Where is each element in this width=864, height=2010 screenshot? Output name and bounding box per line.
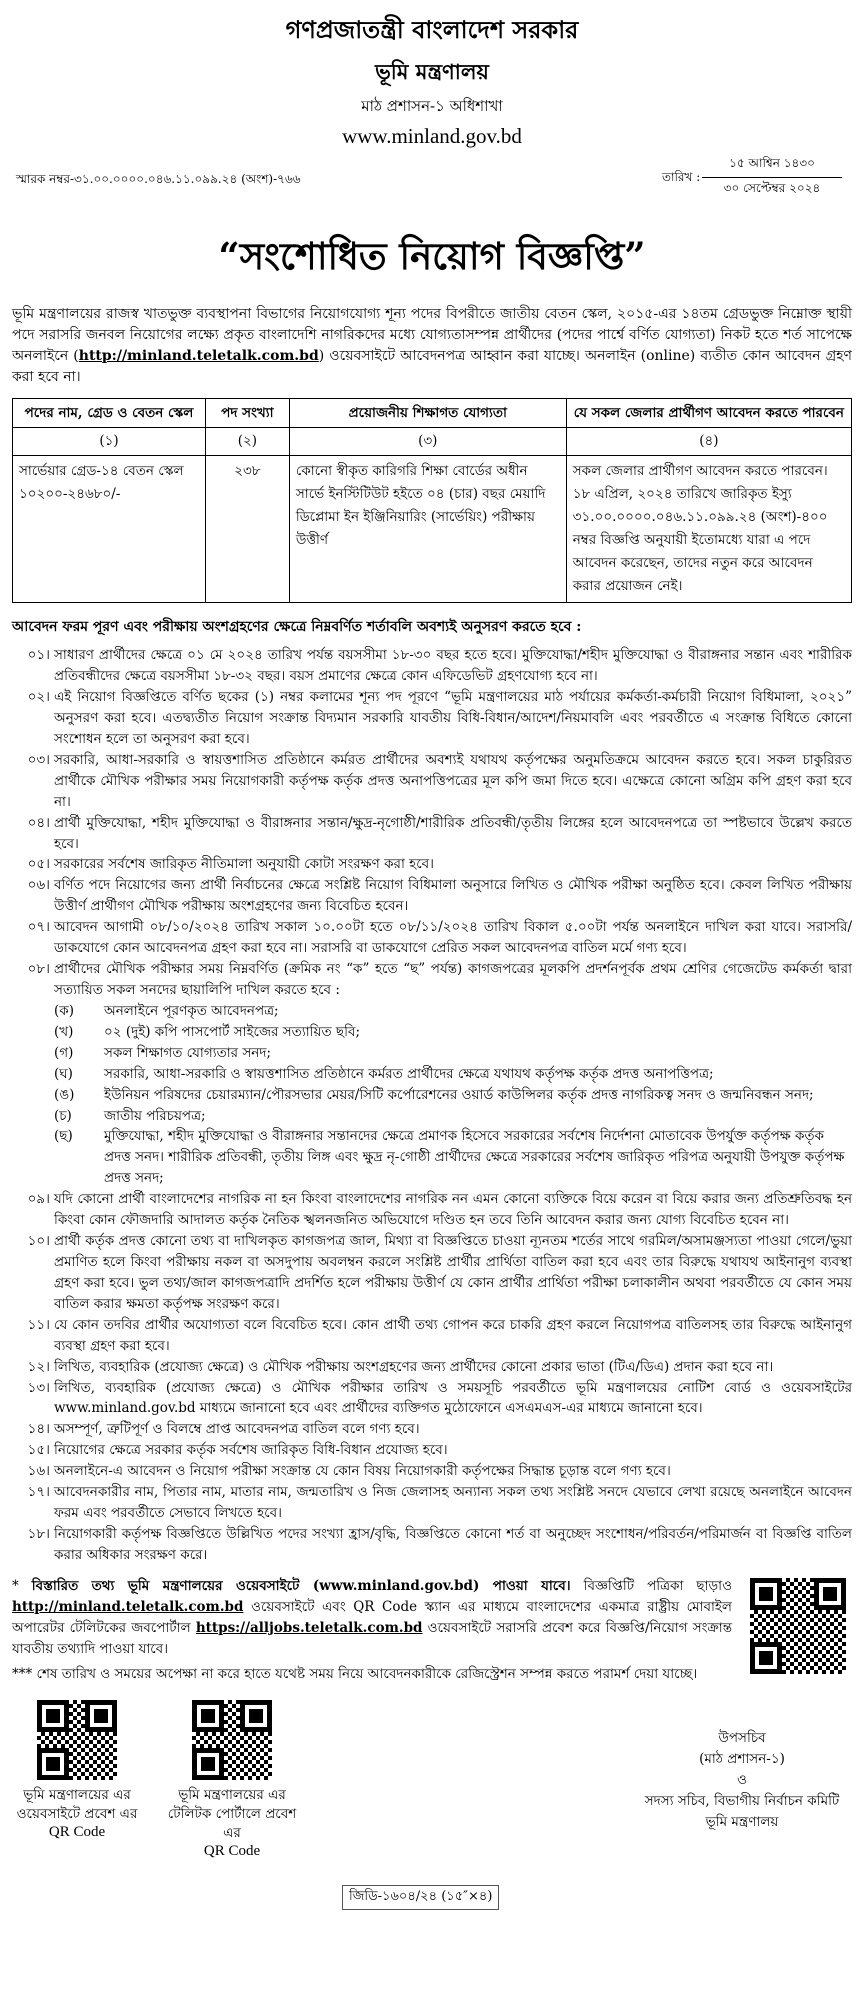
- condition-item: [12, 1231, 852, 1315]
- condition-item: [12, 959, 852, 1001]
- note-text-part: ওয়েবসাইটে সরাসরি প্রবেশ করে বিজ্ঞপ্তি/নিয়োগ সংক্রান্ত যাবতীয় তথ্যাদি পাওয়া যাবে।: [12, 1619, 732, 1657]
- condition-item: [12, 750, 852, 813]
- column-number: (১): [13, 428, 206, 456]
- condition-number: ১২।: [27, 1358, 50, 1375]
- sub-item: [54, 1106, 852, 1127]
- condition-text: যে কোন তদবির প্রার্থীর অযোগ্যতা বলে বিবেচিত হবে। কোন প্রার্থী তথ্য গোপন করে চাকরি গ্রহণ করলে নিয়োগপত্র বাতিলসহ তার বিরুদ্ধে আইনানুগ ব্যবস্থা গ্রহণ করা হবে।: [54, 1316, 852, 1354]
- notice-title: “সংশোধিত নিয়োগ বিজ্ঞপ্তি”: [218, 234, 646, 278]
- sub-number: (ক): [54, 1002, 74, 1019]
- info-note: [12, 1576, 852, 1685]
- sub-number: (ঘ): [54, 1065, 73, 1082]
- header-qualification: প্রয়োজনীয় শিক্ষাগত যোগ্যতা: [289, 399, 566, 428]
- date-english: ৩০ সেপ্টেম্বর ২০২৪: [723, 181, 821, 195]
- header-districts: যে সকল জেলার প্রার্থীগণ আবেদন করতে পারবেন: [566, 399, 851, 428]
- sub-number: (খ): [54, 1023, 74, 1040]
- condition-text: সরকারের সর্বশেষ জারিকৃত নীতিমালা অনুযায়ী কোটা সংরক্ষণ করা হবে।: [54, 856, 435, 873]
- qr-label: QR Code: [203, 1843, 261, 1860]
- condition-number: ০২।: [27, 689, 50, 706]
- condition-number: ১১।: [27, 1316, 50, 1333]
- sub-text: মুক্তিযোদ্ধা, শহীদ মুক্তিযোদ্ধা ও বীরাঙ্গনার সন্তানদের ক্ষেত্রে প্রমাণক হিসেবে সরকারের সর্বশেষ নির্দেশনা মোতাবেক উপর্যুক্ত কর্তৃপক্ষ কর্তৃক প্রদত্ত সনদ। শারীরিক প্রতিবন্ধী, তৃতীয় লিঙ্গ এবং ক্ষুদ্র নৃ-গোষ্ঠী প্রার্থীদের ক্ষেত্রে সরকারের সর্বশেষ জারিকৃত পরিপত্র অনুযায়ী উপযুক্ত কর্তৃপক্ষ প্রদত্ত সনদ;: [104, 1128, 845, 1187]
- condition-number: ১৪।: [27, 1421, 50, 1438]
- condition-item: [12, 645, 852, 687]
- sub-item: [54, 1085, 852, 1106]
- signature-line: সদস্য সচিব, বিভাগীয় নির্বাচন কমিটি: [644, 1793, 840, 1810]
- condition-text: আবেদন আগামী ০৮/১০/২০২৪ তারিখ সকাল ১০.০০টা হতে ০৮/১১/২০২৪ তারিখ বিকাল ৫.০০টা পর্যন্ত অনলাইনে দাখিল করা যাবে। সরাসরি/ডাকযোগে কোন আবেদনপত্র গ্রহণ করা হবে না। সরাসরি বা ডাকযোগে প্রেরিত সকল আবেদনপত্র বাতিল মর্মে গণ্য হবে।: [54, 919, 852, 957]
- footer: [12, 1690, 852, 1920]
- condition-number: ১৫।: [27, 1442, 50, 1459]
- table-row: [13, 456, 852, 603]
- sub-text: জাতীয় পরিচয়পত্র;: [104, 1107, 206, 1124]
- vacancy-table: [12, 398, 852, 603]
- condition-text: এই নিয়োগ বিজ্ঞপ্তিতে বর্ণিত ছকের (১) নম্বর কলামের শূন্য পদ পূরণে “ভূমি মন্ত্রণালয়ের মাঠ পর্যায়ের কর্মকর্তা-কর্মচারী নিয়োগ বিধিমালা, ২০২১” অনুসরণ করা হবে। এতদ্ব্যতীত নিয়োগ সংক্রান্ত বিদ্যমান সরকারি যাবতীয় বিধি-বিধান/আদেশ/নিয়মাবলি এবং পরবর্তীতে এ সংক্রান্ত বিধিতে কোনো সংশোধন হলে তা অনুসরণ করা হবে।: [54, 689, 852, 747]
- qr-block-website: [12, 1700, 142, 1841]
- condition-number: ০৩।: [27, 751, 50, 768]
- signature-line: ভূমি মন্ত্রণালয়: [705, 1814, 779, 1831]
- intro-paragraph: [12, 304, 852, 388]
- condition-text: সরকারি, আধা-সরকারি ও স্বায়ত্তশাসিত প্রতিষ্ঠানে কর্মরত প্রার্থীদের অবশ্যই যথাযথ কর্তৃপক্ষের অনুমতিক্রমে আবেদন করতে হবে। সকল চাকুরিরত প্রার্থীকে মৌখিক পরীক্ষার সময় নিয়োগকারী কর্তৃপক্ষ কর্তৃক প্রদত্ত অনাপত্তিপত্রের মূল কপি জমা দিতে হবে। এক্ষেত্রে কোনো অগ্রিম কপি গ্রহণ করা হবে না।: [54, 751, 852, 810]
- signature-line: (মাঠ প্রশাসন-১): [699, 1751, 785, 1768]
- sub-number: (ছ): [54, 1128, 73, 1145]
- cell-post: সার্ভেয়ার গ্রেড-১৪ বেতন স্কেল ১০২০০-২৪৬৮০/-: [13, 456, 206, 603]
- cell-qualification: কোনো স্বীকৃত কারিগরি শিক্ষা বোর্ডের অধীন সার্ভে ইনস্টিটিউট হইতে ০৪ (চার) বছর মেয়াদি ডিপ্লোমা ইন ইঞ্জিনিয়ারিং (সার্ভেয়িং) পরীক্ষায় উত্তীর্ণ: [289, 456, 566, 603]
- condition-item: [12, 1524, 852, 1566]
- memo-number: স্মারক নম্বর-৩১.০০.০০০০.০৪৬.১১.০৯৯.২৪ (অংশ)-৭৬৬: [16, 172, 301, 186]
- condition-item: [12, 917, 852, 959]
- sub-item: [54, 1022, 852, 1043]
- condition-item: [12, 1189, 852, 1231]
- condition-text: নিয়োগকারী কর্তৃপক্ষ বিজ্ঞপ্তিতে উল্লিখিত পদের সংখ্যা হ্রাস/বৃদ্ধি, বিজ্ঞপ্তিতে কোনো শর্ত বা অনুচ্ছেদ সংশোধন/পরিবর্তন/পরিমার্জন বা বিজ্ঞপ্তি বাতিল করার অধিকার সংরক্ষণ করে।: [54, 1525, 852, 1563]
- signature-block: [642, 1728, 842, 1833]
- condition-text: আবেদনকারীর নাম, পিতার নাম, মাতার নাম, জন্মতারিখ ও নিজ জেলাসহ অন্যান্য সকল তথ্য সংশ্লিষ্ট সনদে যেভাবে লেখা রয়েছে অনলাইনে আবেদন ফরম এবং পরবর্তীতে সেভাবে লিখতে হবে।: [54, 1484, 852, 1522]
- cell-count: ২৩৮: [205, 456, 289, 603]
- sub-text: ০২ (দুই) কপি পাসপোর্ট সাইজের সত্যায়িত ছবি;: [104, 1023, 360, 1040]
- condition-number: ১৬।: [27, 1463, 50, 1480]
- qr-label: QR Code: [48, 1824, 106, 1841]
- sub-number: (ঙ): [54, 1086, 75, 1103]
- qr-caption: ভূমি মন্ত্রণালয়ের এর ওয়েবসাইটে প্রবেশ এর: [16, 1787, 138, 1823]
- conditions-list: [12, 645, 852, 1566]
- header-count: পদ সংখ্যা: [205, 399, 289, 428]
- qr-caption: ভূমি মন্ত্রণালয়ের এর টেলিটক পোর্টালে প্রবেশ এর: [167, 1787, 297, 1842]
- note-text-part: বিজ্ঞপ্তিটি পত্রিকা ছাড়াও: [570, 1577, 733, 1594]
- date-bangla: ১৫ আশ্বিন ১৪৩০: [702, 155, 842, 178]
- condition-item: [12, 1357, 852, 1378]
- condition-text: লিখিত, ব্যবহারিক (প্রযোজ্য ক্ষেত্রে) ও মৌখিক পরীক্ষার তারিখ ও সময়সূচি পরবর্তীতে ভূমি মন্ত্রণালয়ের নোটিশ বোর্ড ও ওয়েবসাইটের www.minland.gov.bd মাধ্যমে জানানো হবে এবং প্রার্থীদের ব্যক্তিগত মুঠোফোনে এসএমএস-এর মাধ্যমে জানানো হবে।: [54, 1379, 852, 1417]
- signature-line: ও: [737, 1772, 747, 1789]
- memo-row: [12, 153, 852, 213]
- sub-item: [54, 1001, 852, 1022]
- condition-text: প্রার্থী কর্তৃক প্রদত্ত কোনো তথ্য বা দাখিলকৃত কাগজপত্র জাল, মিথ্যা বা বিজ্ঞপ্তিতে চাওয়া ন্যূনতম শর্তের সাথে গরমিল/অসামঞ্জস্যতা পাওয়া গেলে/ভুয়া প্রমাণিত হলে কিংবা পরীক্ষায় নকল বা অসদুপায় অবলম্বন করলে সংশ্লিষ্ট প্রার্থীর প্রার্থিতা বাতিল করা হবে এবং তার বিরুদ্ধে যথাযথ আইনানুগ ব্যবস্থা গ্রহণ করা হবে। ভুল তথ্য/জাল কাগজপত্রাদি প্রদর্শিত হলে পরীক্ষায় উত্তীর্ণ যে কোন প্রার্থীর প্রার্থিতা পরীক্ষা চলাকালীন অথবা পরবর্তীতে যে কোন সময় বাতিল করার ক্ষমতা কর্তৃপক্ষ সংরক্ষণ করে।: [54, 1233, 852, 1312]
- condition-item: [12, 687, 852, 750]
- condition-number: ০৬।: [27, 877, 50, 894]
- condition-text: অসম্পূর্ণ, ত্রুটিপূর্ণ ও বিলম্বে প্রাপ্ত আবেদনপত্র বাতিল বলে গণ্য হবে।: [54, 1421, 420, 1438]
- condition-number: ০৭।: [27, 919, 50, 936]
- condition-text: যদি কোনো প্রার্থী বাংলাদেশের নাগরিক না হন কিংবা বাংলাদেশের নাগরিক নন এমন কোনো ব্যক্তিকে বিয়ে করেন বা বিয়ে করার জন্য প্রতিশ্রুতিবদ্ধ হন কিংবা কোন ফৌজদারি আদালত কর্তৃক নৈতিক স্খলনজনিত অভিযোগে দণ্ডিত হন তবে তিনি আবেদন করার জন্য যোগ্য বিবেচিত হবেন না।: [54, 1191, 852, 1229]
- qr-code-icon[interactable]: [37, 1700, 117, 1780]
- condition-number: ০১।: [27, 647, 50, 664]
- gd-code: জিডি-১৬০৪/২৪ (১৫″×৪): [342, 1885, 499, 1910]
- qr-block-teletalk: [167, 1700, 297, 1860]
- condition-text: প্রার্থীদের মৌখিক পরীক্ষার সময় নিম্নবর্ণিত (ক্রমিক নং “ক” হতে “ছ” পর্যন্ত) কাগজপত্রের মূলকপি প্রদর্শনপূর্বক প্রথম শ্রেণির গেজেটেড কর্মকর্তা দ্বারা সত্যায়িত সকল সনদের ছায়ালিপি দাখিল করতে হবে :: [54, 961, 852, 998]
- condition-text: নিয়োগের ক্ষেত্রে সরকার কর্তৃক সর্বশেষ জারিকৃত বিধি-বিধান প্রযোজ্য হবে।: [54, 1442, 448, 1459]
- sub-text: অনলাইনে পূরণকৃত আবেদনপত্র;: [104, 1002, 279, 1019]
- note-text-part: ওয়েবসাইটে এবং QR Code স্ক্যান এর মাধ্যমে বাংলাদেশের একমাত্র রাষ্ট্রীয় মোবাইল অপারেটর টেলিটকের জবপোর্টাল: [12, 1598, 732, 1636]
- intro-text-after: ) ওয়েবসাইটে আবেদনপত্র আহ্বান করা যাচ্ছে। অনলাইন (online) ব্যতীত কোন আবেদন গ্রহণ করা হবে না।: [12, 348, 853, 385]
- condition-number: ১৮।: [27, 1525, 50, 1542]
- sub-item: [54, 1126, 852, 1189]
- condition-item: [12, 1482, 852, 1524]
- condition-text: লিখিত, ব্যবহারিক (প্রযোজ্য ক্ষেত্রে) ও মৌখিক পরীক্ষায় অংশগ্রহণের জন্য প্রার্থীদের কোনো প্রকার ভাতা (টিএ/ডিএ) প্রদান করা হবে না।: [54, 1358, 774, 1375]
- condition-number: ১৩।: [27, 1379, 50, 1396]
- header-post: পদের নাম, গ্রেড ও বেতন স্কেল: [13, 399, 206, 428]
- condition-item: [12, 813, 852, 855]
- intro-text-before: ভূমি মন্ত্রণালয়ের রাজস্ব খাতভুক্ত ব্যবস্থাপনা বিভাগের নিয়োগযোগ্য শূন্য পদের বিপরীতে জাতীয় বেতন স্কেল, ২০১৫-এর ১৪তম গ্রেডভুক্ত নিম্নোক্ত স্থায়ী পদে সরাসরি জনবল নিয়োগের লক্ষ্যে প্রকৃত বাংলাদেশি নাগরিকদের মধ্যে যোগ্যতাসম্পন্ন প্রার্থীদের (পদের পার্শ্বে বর্ণিত যোগ্যতা) নিকট হতে শর্ত সাপেক্ষে অনলাইনে (: [12, 306, 852, 364]
- column-number: (৪): [566, 428, 851, 456]
- condition-item: [12, 1378, 852, 1420]
- table-header-row: [13, 399, 852, 428]
- column-number: (২): [205, 428, 289, 456]
- condition-item: [12, 875, 852, 917]
- letterhead: [12, 0, 852, 149]
- note-bold-text: বিস্তারিত তথ্য ভূমি মন্ত্রণালয়ের ওয়েবসাইটে (www.minland.gov.bd) পাওয়া যাবে।: [31, 1577, 571, 1594]
- qr-code-icon[interactable]: [750, 1578, 846, 1674]
- ministry-name: ভূমি মন্ত্রণালয়: [375, 59, 489, 84]
- condition-number: ১০।: [27, 1233, 50, 1250]
- condition-item: [12, 1419, 852, 1440]
- alljobs-link[interactable]: https://alljobs.teletalk.com.bd: [195, 1619, 423, 1636]
- sub-number: (গ): [54, 1044, 74, 1061]
- condition-item: [12, 1315, 852, 1357]
- table-number-row: [13, 428, 852, 456]
- condition-number: ০৪।: [27, 814, 50, 831]
- final-note: *** শেষ তারিখ ও সময়ের অপেক্ষা না করে হাতে যথেষ্ট সময় নিয়ে আবেদনকারীকে রেজিস্ট্রেশন সম্পন্ন করতে পরামর্শ দেয়া যাচ্ছে।: [12, 1665, 698, 1682]
- sub-text: সকল শিক্ষাগত যোগ্যতার সনদ;: [104, 1044, 271, 1061]
- teletalk-link[interactable]: http://minland.teletalk.com.bd: [78, 348, 319, 364]
- date-box: [702, 155, 842, 200]
- conditions-heading: আবেদন ফরম পূরণ এবং পরীক্ষায় অংশগ্রহণের ক্ষেত্রে নিম্নবর্ণিত শর্তাবলি অবশ্যই অনুসরণ করতে হবে :: [12, 619, 582, 636]
- sub-number: (চ): [54, 1107, 72, 1124]
- branch-name: মাঠ প্রশাসন-১ অধিশাখা: [361, 97, 503, 115]
- website-link[interactable]: www.minland.gov.bd: [342, 124, 522, 148]
- note-text: [12, 1576, 732, 1660]
- condition-item: [12, 1440, 852, 1461]
- condition-text: অনলাইনে-এ আবেদন ও নিয়োগ পরীক্ষা সংক্রান্ত যে কোন বিষয় নিয়োগকারী কর্তৃপক্ষের সিদ্ধান্ত চূড়ান্ত বলে গণ্য হবে।: [54, 1463, 671, 1480]
- condition-item: [12, 1461, 852, 1482]
- sub-item: [54, 1043, 852, 1064]
- government-name: গণপ্রজাতন্ত্রী বাংলাদেশ সরকার: [285, 15, 579, 44]
- sub-items-list: [54, 1001, 852, 1189]
- qr-code-icon[interactable]: [192, 1700, 272, 1780]
- condition-number: ০৫।: [27, 856, 50, 873]
- condition-number: ১৭।: [27, 1484, 50, 1501]
- date-label: তারিখ :: [662, 170, 701, 184]
- condition-item: [12, 854, 852, 875]
- sub-text: ইউনিয়ন পরিষদের চেয়ারম্যান/পৌরসভার মেয়র/সিটি কর্পোরেশনের ওয়ার্ড কাউন্সিলর কর্তৃক প্রদত্ত নাগরিকত্ব সনদ ও জন্মনিবন্ধন সনদ;: [104, 1086, 814, 1103]
- column-number: (৩): [289, 428, 566, 456]
- condition-number: ০৮।: [27, 961, 50, 978]
- condition-text: বর্ণিত পদে নিয়োগের জন্য প্রার্থী নির্বাচনের ক্ষেত্রে সংশ্লিষ্ট নিয়োগ বিধিমালা অনুসারে লিখিত ও মৌখিক পরীক্ষা অনুষ্ঠিত হবে। কেবল লিখিত পরীক্ষায় উত্তীর্ণ প্রার্থীগণ মৌখিক পরীক্ষায় অংশগ্রহণের জন্য বিবেচিত হবেন।: [54, 877, 852, 915]
- sub-text: সরকারি, আধা-সরকারি ও স্বায়ত্তশাসিত প্রতিষ্ঠানে কর্মরত প্রার্থীদের ক্ষেত্রে যথাযথ কর্তৃপক্ষ কর্তৃক প্রদত্ত অনাপত্তিপত্র;: [104, 1065, 714, 1082]
- condition-number: ০৯।: [27, 1191, 50, 1208]
- condition-text: সাধারণ প্রার্থীদের ক্ষেত্রে ০১ মে ২০২৪ তারিখ পর্যন্ত বয়সসীমা ১৮-৩০ বছর হতে হবে। মুক্তিযোদ্ধা/শহীদ মুক্তিযোদ্ধা ও বীরাঙ্গনার সন্তান এবং শারীরিক প্রতিবন্ধীদের ক্ষেত্রে বয়সসীমা ১৮-৩২ বছর। বয়স প্রমাণের ক্ষেত্রে কোন এফিডেভিট গ্রহণযোগ্য হবে না।: [54, 647, 852, 685]
- sub-item: [54, 1064, 852, 1085]
- note-star: *: [12, 1577, 19, 1594]
- cell-districts: সকল জেলার প্রার্থীগণ আবেদন করতে পারবেন। ১৮ এপ্রিল, ২০২৪ তারিখে জারিকৃত ইস্যু ৩১.০০.০০০০.০৪৬.১১.০৯৯.২৪ (অংশ)-৪০০ নম্বর বিজ্ঞপ্তি অনুযায়ী ইতোমধ্যে যারা এ পদে আবেদন করেছেন, তাদের নতুন করে আবেদন করার প্রয়োজন নেই।: [566, 456, 851, 603]
- minland-teletalk-link[interactable]: http://minland.teletalk.com.bd: [12, 1598, 244, 1615]
- condition-text: প্রার্থী মুক্তিযোদ্ধা, শহীদ মুক্তিযোদ্ধা ও বীরাঙ্গনার সন্তান/ক্ষুদ্র-নৃগোষ্ঠী/শারীরিক প্রতিবন্ধী/তৃতীয় লিঙ্গের হলে আবেদনপত্রে তা স্পষ্টভাবে উল্লেখ করতে হবে।: [54, 814, 852, 852]
- signature-line: উপসচিব: [718, 1730, 766, 1747]
